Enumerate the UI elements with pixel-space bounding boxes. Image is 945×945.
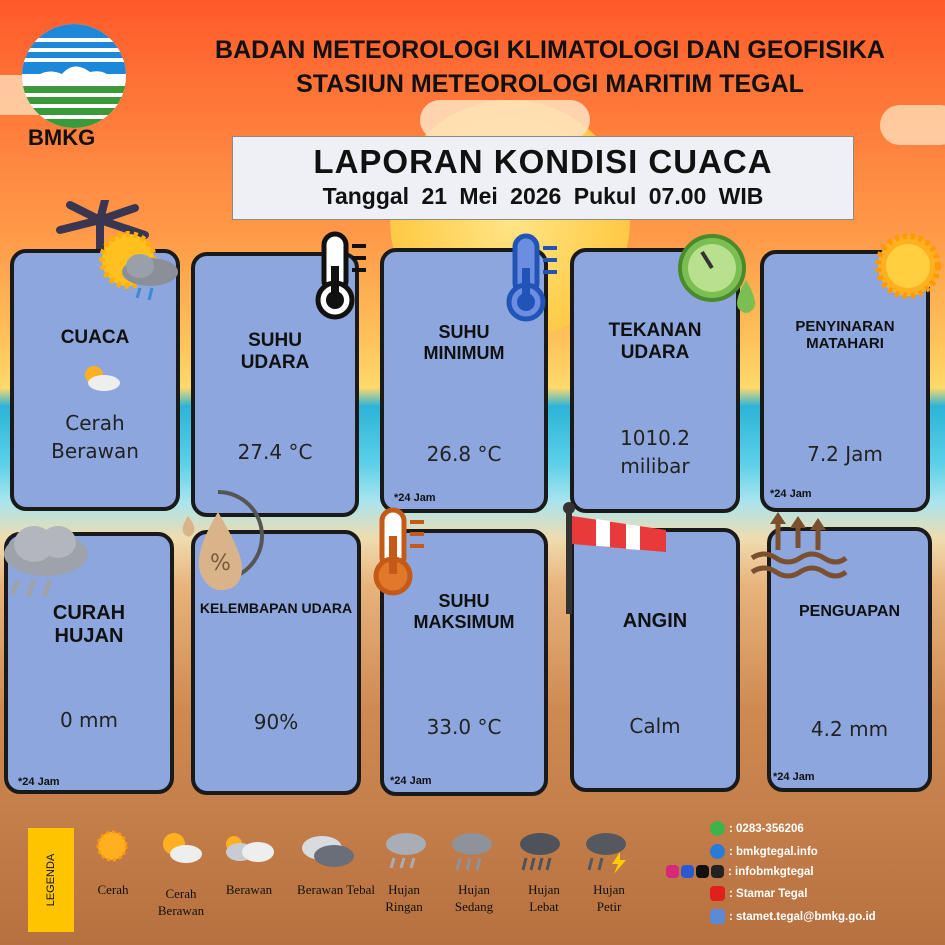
card-value: 90% — [253, 710, 299, 734]
tiktok-icon — [711, 865, 724, 878]
contact-social — [666, 865, 814, 878]
legend-hujan-ringan: Hujan Ringan — [385, 882, 423, 914]
hujan-sedang-icon — [448, 830, 496, 872]
legend-berawan-tebal: Berawan Tebal — [297, 882, 375, 897]
card-value: 26.8 °C — [426, 442, 502, 466]
legend-hujan-sedang: Hujan Sedang — [454, 882, 494, 914]
berawan-tebal-icon — [298, 832, 356, 868]
card-note: *24 Jam — [770, 488, 812, 500]
card-note: *24 Jam — [390, 775, 432, 787]
card-value: 7.2 Jam — [807, 442, 883, 466]
logo-text: BMKG — [28, 125, 96, 150]
whatsapp-icon — [710, 821, 725, 836]
card-label: TEKANAN UDARA — [608, 320, 702, 363]
web-icon — [710, 844, 725, 859]
barometer-icon — [672, 230, 762, 320]
contact-email — [710, 909, 876, 924]
thermometer-hot-icon — [370, 506, 430, 598]
card-value: 1010.2 milibar — [620, 426, 690, 478]
youtube-icon — [710, 886, 725, 901]
agency-name: BADAN METEOROLOGI KLIMATOLOGI DAN GEOFISIKA — [215, 36, 885, 64]
card-value: 33.0 °C — [426, 715, 502, 739]
legend-hujan-petir: Hujan Petir — [593, 882, 625, 914]
legend-cerah-berawan: Cerah Berawan — [157, 886, 205, 918]
card-note: *24 Jam — [773, 771, 815, 783]
station-name: STASIUN METEOROLOGI MARITIM TEGAL — [296, 70, 804, 98]
contact-social-text: : infobmkgtegal — [728, 865, 814, 878]
report-title: LAPORAN KONDISI CUACA — [313, 143, 773, 180]
contact-phone-text: : 0283-356206 — [729, 822, 804, 835]
contact-web — [710, 844, 818, 859]
cloud-decoration — [420, 100, 590, 140]
card-note: *24 Jam — [18, 776, 60, 788]
windsock-icon — [556, 500, 674, 616]
card-value: 0 mm — [59, 708, 119, 732]
card-label: ANGIN — [622, 610, 688, 632]
email-icon — [710, 909, 725, 924]
legend-cerah: Cerah — [97, 882, 129, 897]
thermometer-cold-icon — [503, 232, 563, 324]
contact-phone — [710, 821, 804, 836]
humidity-icon — [178, 482, 268, 594]
x-icon — [696, 865, 709, 878]
hujan-ringan-icon — [382, 830, 430, 872]
card-value: Calm — [629, 714, 681, 738]
card-label: CUACA — [60, 327, 130, 348]
report-title-box — [232, 136, 854, 220]
legend-tag — [28, 828, 74, 932]
facebook-icon — [681, 865, 694, 878]
card-label: KELEMBAPAN UDARA — [199, 600, 353, 616]
contact-email-text: : stamet.tegal@bmkg.go.id — [729, 910, 876, 923]
evaporation-icon — [748, 508, 848, 582]
rain-cloud-icon — [0, 520, 92, 610]
contact-web-text: : bmkgtegal.info — [729, 845, 818, 858]
card-label: SUHU MAKSIMUM — [413, 591, 515, 632]
cloud-decoration — [880, 105, 945, 145]
berawan-icon — [220, 832, 278, 866]
hujan-lebat-icon — [516, 830, 564, 872]
contact-youtube-text: : Stamar Tegal — [729, 887, 808, 900]
legend-tag-text: LEGENDA — [45, 853, 57, 907]
card-label: SUHU MINIMUM — [423, 322, 505, 363]
instagram-icon — [666, 865, 679, 878]
card-value: 4.2 mm — [810, 717, 889, 741]
card-note: *24 Jam — [394, 492, 436, 504]
legend-hujan-lebat: Hujan Lebat — [528, 882, 560, 914]
cerah-icon — [94, 828, 130, 864]
thermometer-icon — [312, 230, 372, 322]
card-value: Cerah Berawan — [51, 411, 139, 463]
hujan-petir-icon — [582, 830, 634, 874]
card-label: PENYINARAN MATAHARI — [795, 318, 895, 353]
sun-cloud-rain-icon — [94, 226, 184, 306]
svg-text:%: % — [210, 551, 231, 576]
legend-berawan: Berawan — [225, 882, 273, 897]
contact-youtube — [710, 886, 807, 901]
sun-cloud-icon — [76, 361, 124, 393]
report-date: Tanggal 21 Mei 2026 Pukul 07.00 WIB — [322, 183, 764, 209]
card-label: SUHU UDARA — [240, 330, 310, 373]
card-label: CURAH HUJAN — [52, 602, 126, 647]
sun-icon — [872, 230, 944, 302]
bmkg-logo — [22, 24, 126, 128]
card-value: 27.4 °C — [237, 440, 313, 464]
card-label: PENGUAPAN — [798, 603, 901, 620]
cerah-berawan-icon — [158, 830, 204, 866]
